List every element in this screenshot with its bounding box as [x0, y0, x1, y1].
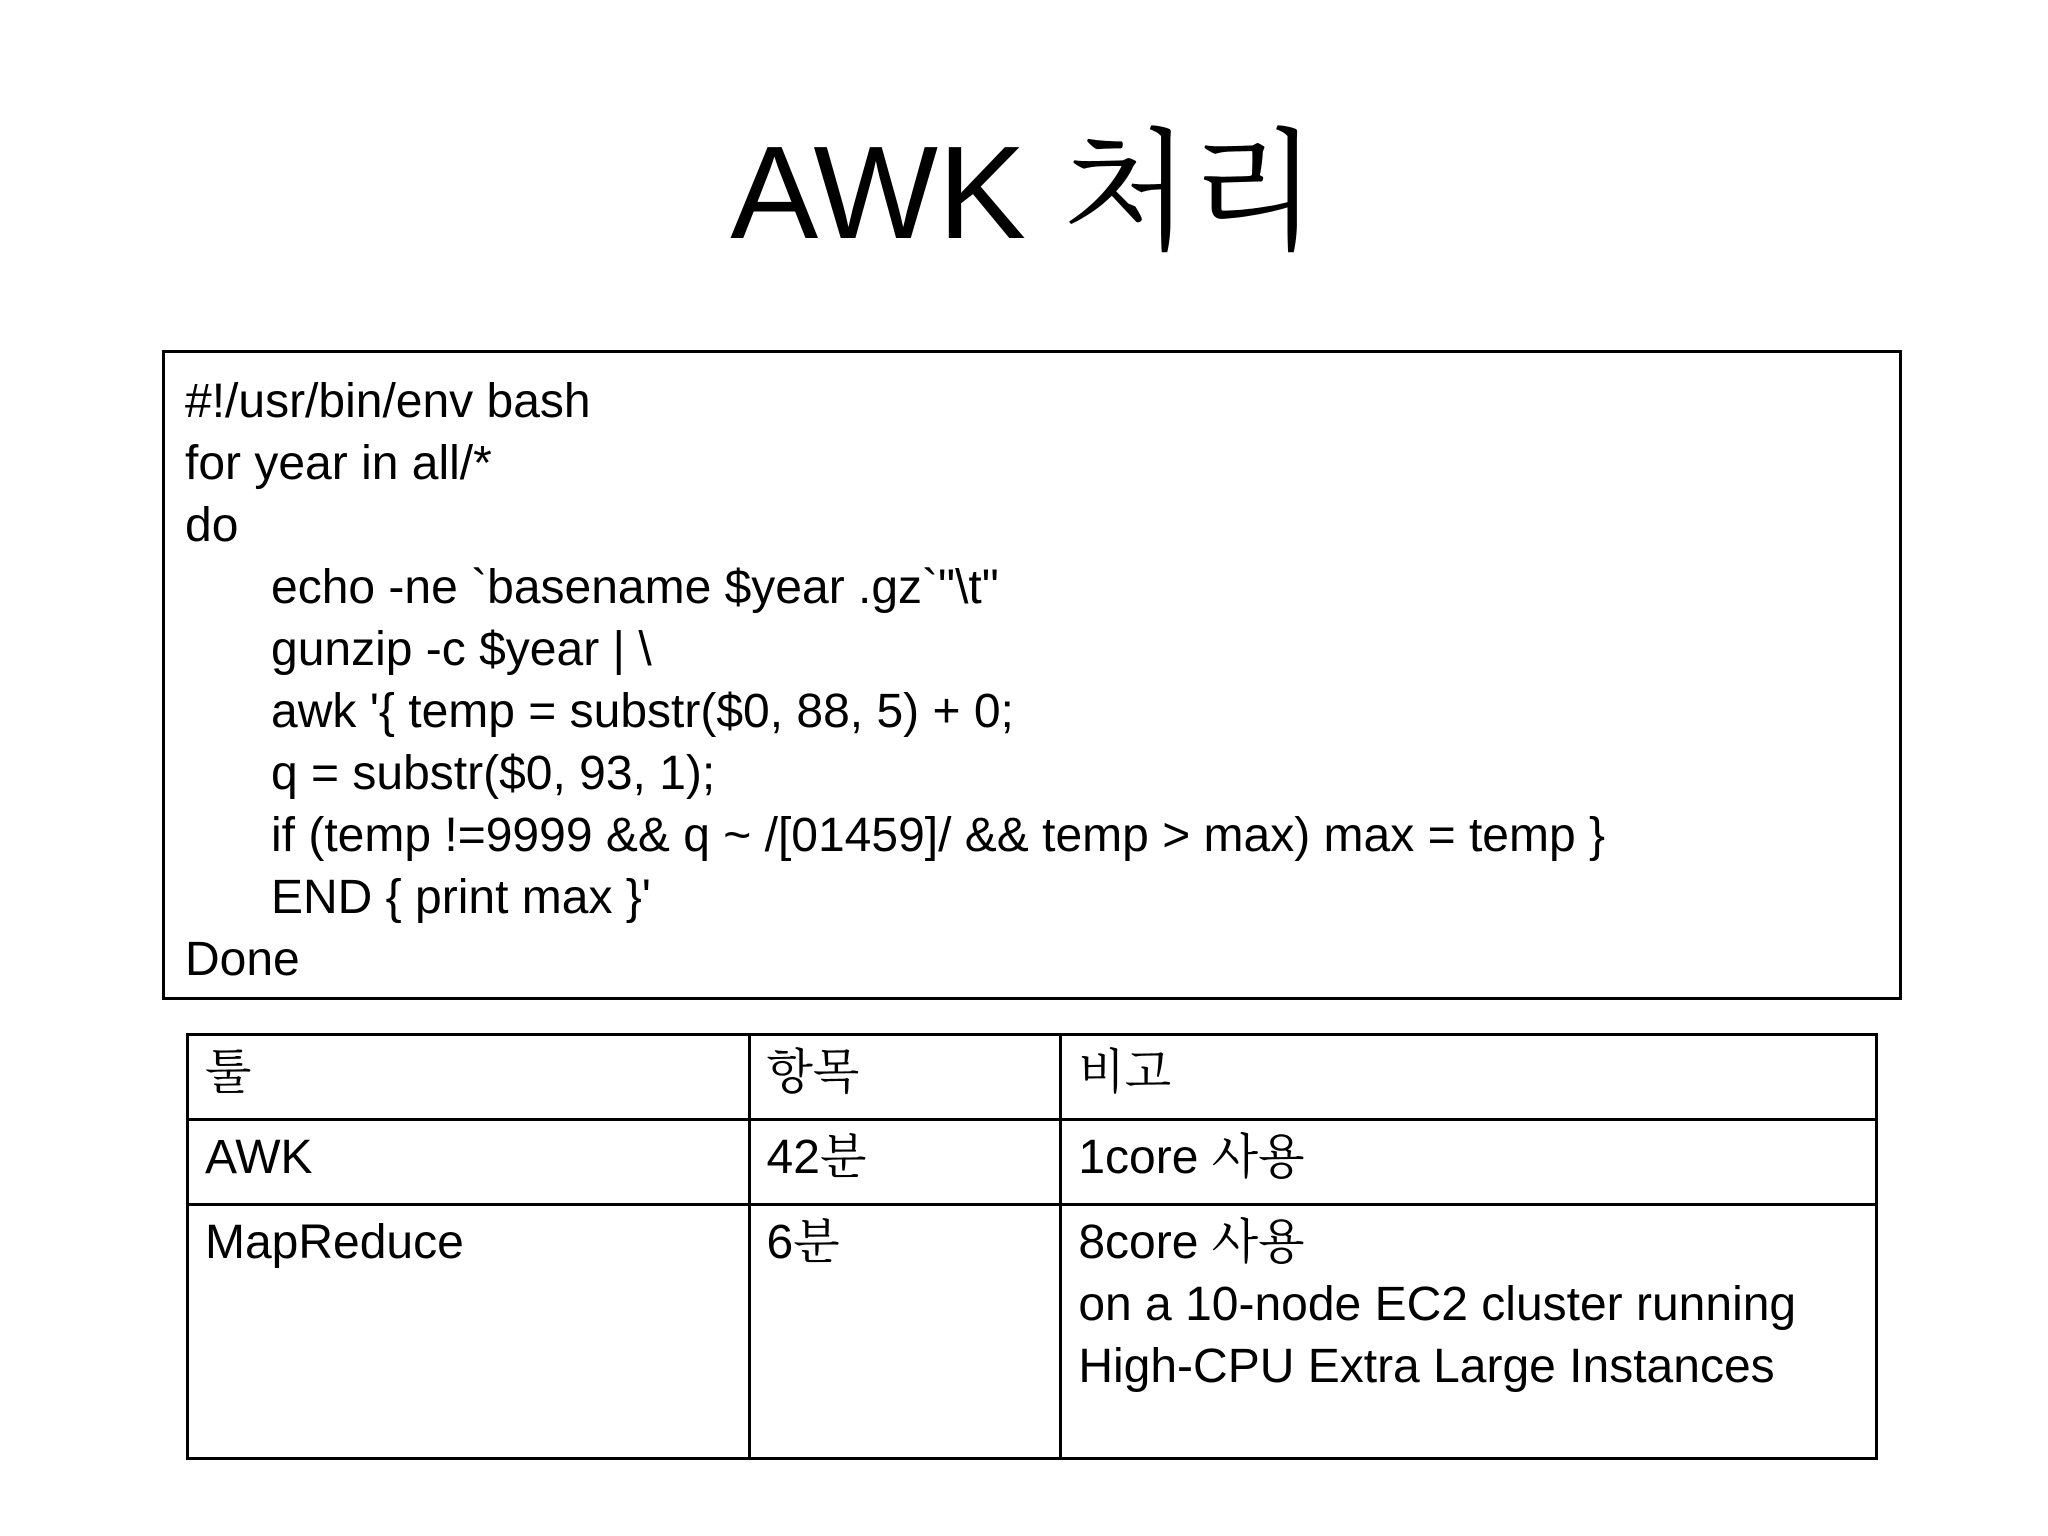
header-cell-tool: 툴 — [188, 1035, 750, 1120]
note-line: 1core 사용 — [1078, 1131, 1305, 1184]
cell-tool: AWK — [188, 1120, 750, 1205]
comparison-table — [186, 1033, 1878, 1460]
table-row — [188, 1120, 1877, 1205]
code-block — [162, 350, 1902, 1000]
code-line: Done — [185, 933, 300, 986]
cell-time: 42분 — [749, 1120, 1061, 1205]
note-line: on a 10-node EC2 cluster running — [1078, 1278, 1797, 1331]
code-line: if (temp !=9999 && q ~ /[01459]/ && temp > max) max = temp } — [271, 809, 1606, 862]
code-line: for year in all/* — [185, 437, 492, 490]
code-line: q = substr($0, 93, 1); — [271, 747, 716, 800]
code-line: gunzip -c $year | \ — [271, 623, 652, 676]
note-line: High-CPU Extra Large Instances — [1078, 1340, 1775, 1393]
code-line: END { print max }' — [271, 871, 651, 924]
header-cell-item: 항목 — [749, 1035, 1061, 1120]
note-line: 8core 사용 — [1078, 1216, 1305, 1269]
code-line: echo -ne `basename $year .gz`"\t" — [271, 561, 999, 614]
code-line: do — [185, 499, 239, 552]
cell-time: 6분 — [749, 1205, 1061, 1459]
code-line: awk '{ temp = substr($0, 88, 5) + 0; — [271, 685, 1014, 738]
table-header-row — [188, 1035, 1877, 1120]
header-cell-note: 비고 — [1061, 1035, 1877, 1120]
cell-note — [1061, 1205, 1877, 1459]
code-line: #!/usr/bin/env bash — [185, 375, 591, 428]
cell-note — [1061, 1120, 1877, 1205]
cell-tool: MapReduce — [188, 1205, 750, 1459]
slide-title: AWK 처리 — [730, 119, 1318, 266]
table-row — [188, 1205, 1877, 1459]
